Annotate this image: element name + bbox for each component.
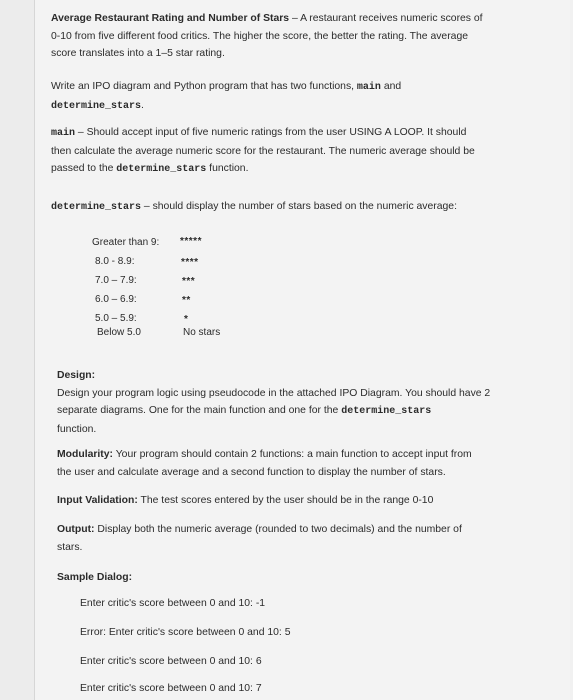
intro-paragraph: [51, 10, 561, 63]
intro-text-line1: A restaurant receives numeric scores of: [300, 13, 483, 24]
intro-text-line2: 0-10 from five different food critics. The higher the score, the better the rating. The average: [51, 30, 469, 42]
main-desc-determine-stars-code: determine_stars: [116, 164, 207, 175]
modularity-line2: the user and calculate average and a second function to display the number of stars.: [57, 466, 446, 478]
intro-dash: –: [289, 13, 301, 24]
design-line1: Design your program logic using pseudocode in the attached IPO Diagram. You should have 2: [57, 387, 491, 399]
input-validation-label: Input Validation:: [57, 495, 138, 506]
intro-title: Average Restaurant Rating and Number of Stars: [51, 13, 290, 24]
main-desc-line2: then calculate the average numeric score for the restaurant. The numeric average should be: [51, 145, 475, 157]
rating-range: Below 5.0: [97, 327, 141, 338]
main-desc-line3-suffix: function.: [206, 163, 249, 174]
modularity-label: Modularity:: [57, 449, 113, 460]
main-desc-code: main: [51, 128, 76, 139]
task-paragraph: [51, 78, 561, 115]
input-validation-section: [57, 492, 562, 510]
output-line1: Display both the numeric average (rounded to two decimals) and the number of: [94, 524, 462, 535]
rating-range: 6.0 – 6.9:: [95, 294, 137, 305]
modularity-section: [57, 446, 562, 481]
task-main-code: main: [356, 82, 381, 93]
output-line2: stars.: [57, 541, 83, 553]
rating-stars: ****: [181, 257, 199, 268]
rating-stars: No stars: [183, 327, 221, 338]
intro-text-line3: score translates into a 1–5 star rating.: [51, 48, 225, 59]
task-determine-stars-code: determine_stars: [51, 100, 142, 112]
rating-range: 7.0 – 7.9:: [95, 275, 137, 286]
rating-range: 5.0 – 5.9:: [95, 313, 137, 324]
sample-dialog-heading: Sample Dialog:: [57, 572, 133, 583]
task-period: .: [141, 99, 144, 111]
output-label: Output:: [57, 524, 95, 535]
design-determine-stars-code: determine_stars: [341, 406, 432, 417]
main-description: [51, 124, 566, 179]
design-section: [57, 367, 562, 438]
left-margin: [0, 0, 34, 700]
rating-stars: *****: [180, 236, 202, 247]
rating-stars: **: [182, 295, 191, 306]
sample-dialog-line: Enter critic's score between 0 and 10: 6: [80, 656, 262, 667]
task-line1-prefix: Write an IPO diagram and Python program that has two functions,: [51, 81, 357, 92]
design-heading: Design:: [57, 370, 96, 381]
rating-range: Greater than 9:: [92, 237, 160, 248]
determine-stars-description: [51, 198, 566, 217]
rating-stars: *: [184, 314, 189, 325]
input-validation-text: The test scores entered by the user should be in the range 0-10: [137, 495, 434, 506]
sample-dialog-line: Enter critic's score between 0 and 10: -1: [80, 598, 266, 609]
output-section: [57, 521, 562, 556]
determine-desc-code: determine_stars: [51, 202, 142, 213]
rating-range: 8.0 - 8.9:: [95, 256, 135, 267]
modularity-line1: Your program should contain 2 functions: a main function to accept input from: [113, 449, 472, 460]
sample-dialog-line: Error: Enter critic's score between 0 and 10: 5: [80, 627, 291, 638]
main-desc-line1: – Should accept input of five numeric ratings from the user USING A LOOP. It should: [75, 127, 467, 138]
rating-stars: ***: [182, 276, 196, 287]
design-line2-prefix: separate diagrams. One for the main function and one for the: [57, 405, 342, 416]
design-line3: function.: [57, 423, 97, 435]
sample-dialog-line: Enter critic's score between 0 and 10: 7: [80, 683, 262, 694]
determine-desc-text: – should display the number of stars based on the numeric average:: [141, 201, 457, 212]
main-desc-line3-prefix: passed to the: [51, 163, 117, 174]
task-and: and: [380, 81, 402, 92]
